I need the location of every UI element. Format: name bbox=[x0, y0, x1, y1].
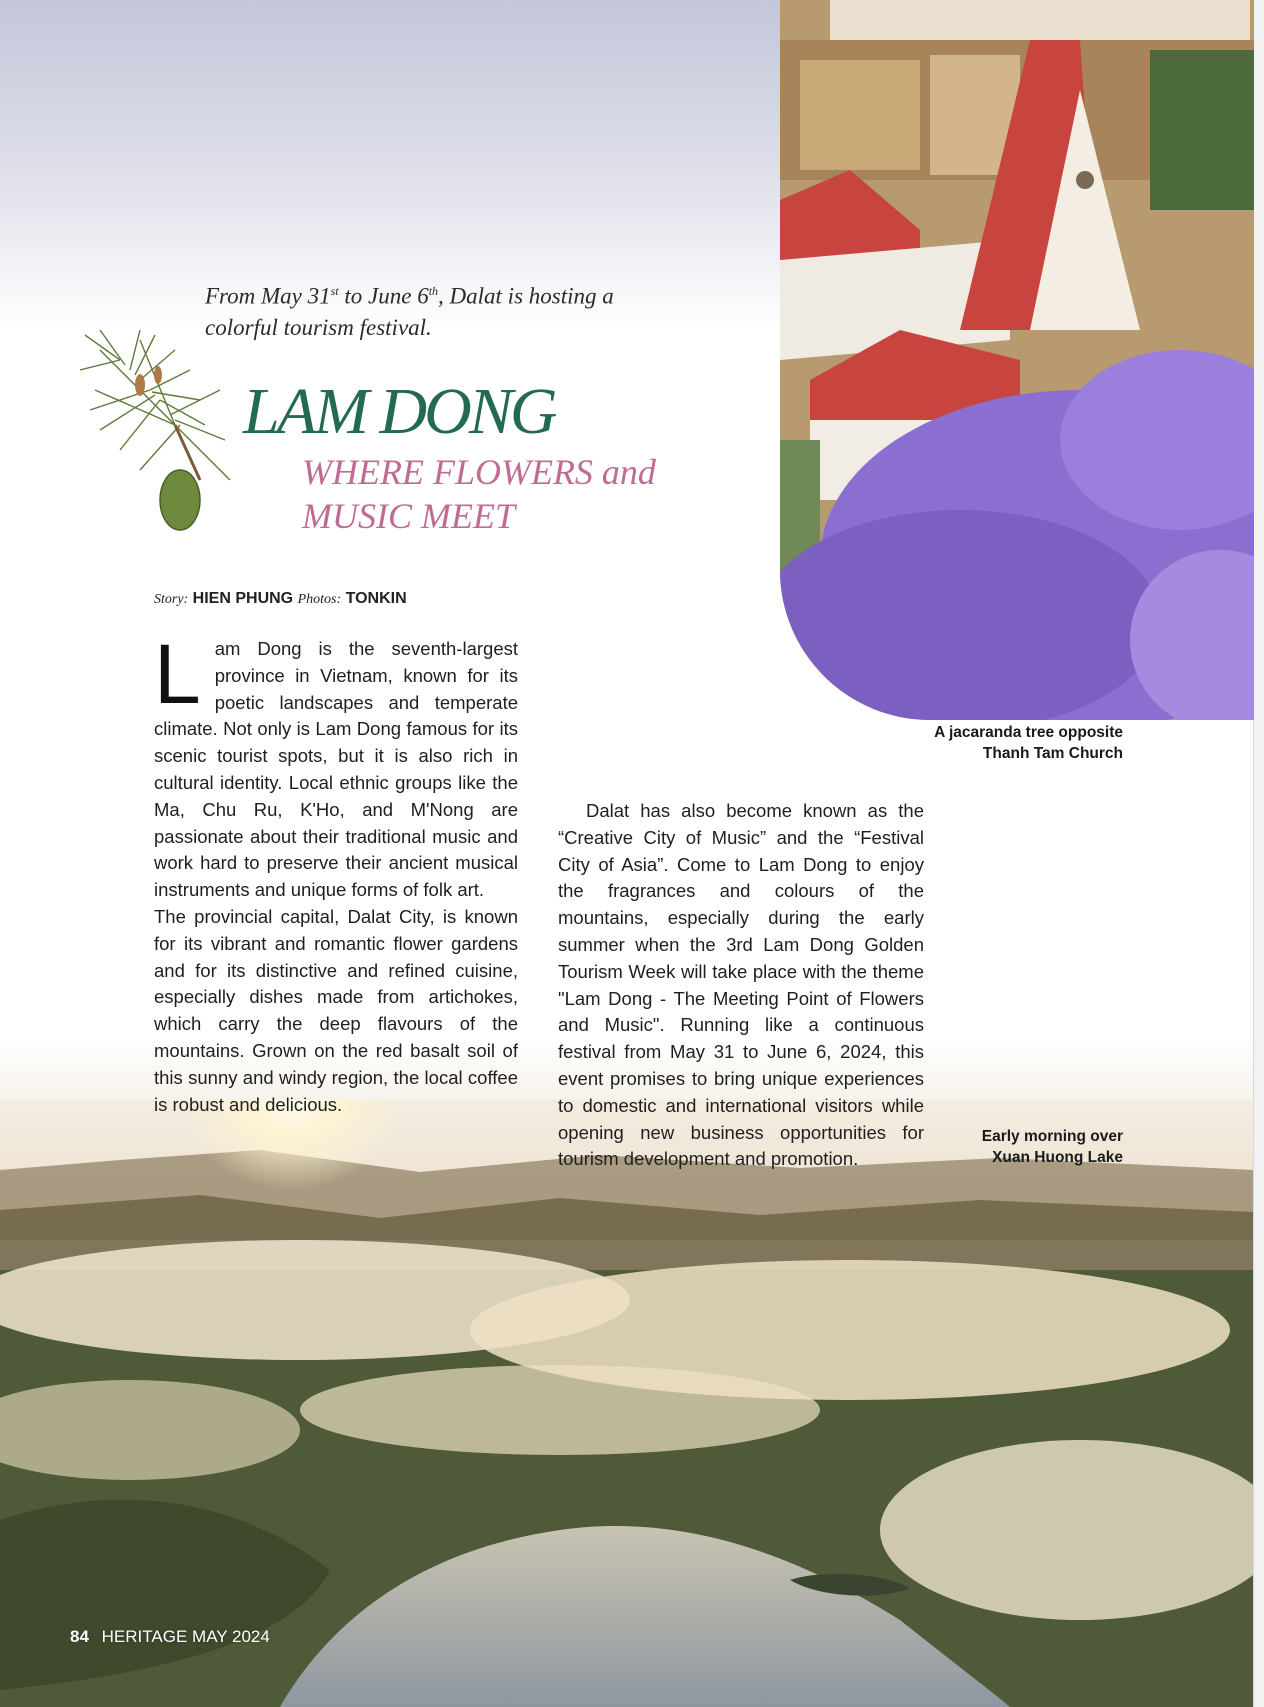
church-caption-line-1: A jacaranda tree opposite bbox=[934, 724, 1123, 741]
church-caption bbox=[880, 722, 1123, 764]
pine-branch-illustration bbox=[80, 330, 250, 540]
lake-photo bbox=[0, 1100, 1254, 1707]
intro-part-b: to June 6 bbox=[338, 283, 429, 309]
body-column-2 bbox=[558, 798, 924, 1173]
lake-caption-line-2: Xuan Huong Lake bbox=[992, 1149, 1123, 1166]
paragraph-2: The provincial capital, Dalat City, is known for its vibrant and romantic flower gardens and for its distinctive and refined cuisine, especially dishes made from artichokes, which carry the deep flavours of the mountains. Grown on the red basalt soil of this sunny and windy region, the local coffee is robust and delicious. bbox=[154, 905, 518, 1115]
page-footer bbox=[70, 1627, 270, 1647]
intro-sup-st: st bbox=[330, 284, 339, 298]
page-edge bbox=[1253, 0, 1264, 1707]
headline: LAM DONG bbox=[243, 375, 555, 448]
intro-line-2: colorful tourism festival. bbox=[205, 314, 432, 340]
paragraph-3: Dalat has also become known as the “Creative City of Music” and the “Festival City of Asia”. Come to Lam Dong to enjoy the fragrances and colours of the mountains, especially during the early summer when the 3rd Lam Dong Golden Tourism Week will take place with the theme "Lam Dong - The Meeting Point of Flowers and Music". Running like a continuous festival from May 31 to June 6, 2024, this event promises to bring unique experiences to domestic and international visitors while opening new business opportunities for tourism development and promotion. bbox=[558, 800, 924, 1170]
issue-date: MAY 2024 bbox=[192, 1627, 270, 1646]
subheadline bbox=[302, 450, 722, 538]
drop-cap: L bbox=[154, 627, 201, 721]
story-author: HIEN PHUNG bbox=[192, 590, 294, 607]
lake-caption-line-1: Early morning over bbox=[981, 1128, 1123, 1145]
photographer: TONKIN bbox=[345, 590, 407, 607]
lake-caption bbox=[880, 1126, 1123, 1168]
intro-text bbox=[205, 276, 665, 343]
subheadline-line-1: WHERE FLOWERS and bbox=[302, 452, 656, 492]
magazine-name: HERITAGE bbox=[101, 1627, 188, 1646]
byline bbox=[154, 590, 407, 608]
paragraph-1-text: am Dong is the seventh-largest province in Vietnam, known for its poetic landscapes and temperate climate. Not only is Lam Dong famous for its scenic tourist spots, but it is also rich in cultural identity. Local ethnic groups like the Ma, Chu Ru, K'Ho, and M'Nong are passionate about their traditional music and work hard to preserve their ancient musical instruments and unique forms of folk art. bbox=[154, 638, 518, 901]
intro-part-c: , Dalat is hosting a bbox=[438, 283, 614, 309]
intro-part-a: From May 31 bbox=[205, 283, 331, 309]
body-column-1 bbox=[154, 627, 518, 1118]
story-label: Story: bbox=[154, 592, 189, 607]
photos-label: Photos: bbox=[297, 592, 342, 607]
page-number: 84 bbox=[70, 1627, 89, 1646]
intro-sup-th: th bbox=[428, 284, 439, 298]
church-photo bbox=[780, 0, 1254, 720]
paragraph-1 bbox=[154, 627, 518, 904]
church-caption-line-2: Thanh Tam Church bbox=[982, 745, 1123, 762]
subheadline-line-2: MUSIC MEET bbox=[302, 496, 515, 536]
